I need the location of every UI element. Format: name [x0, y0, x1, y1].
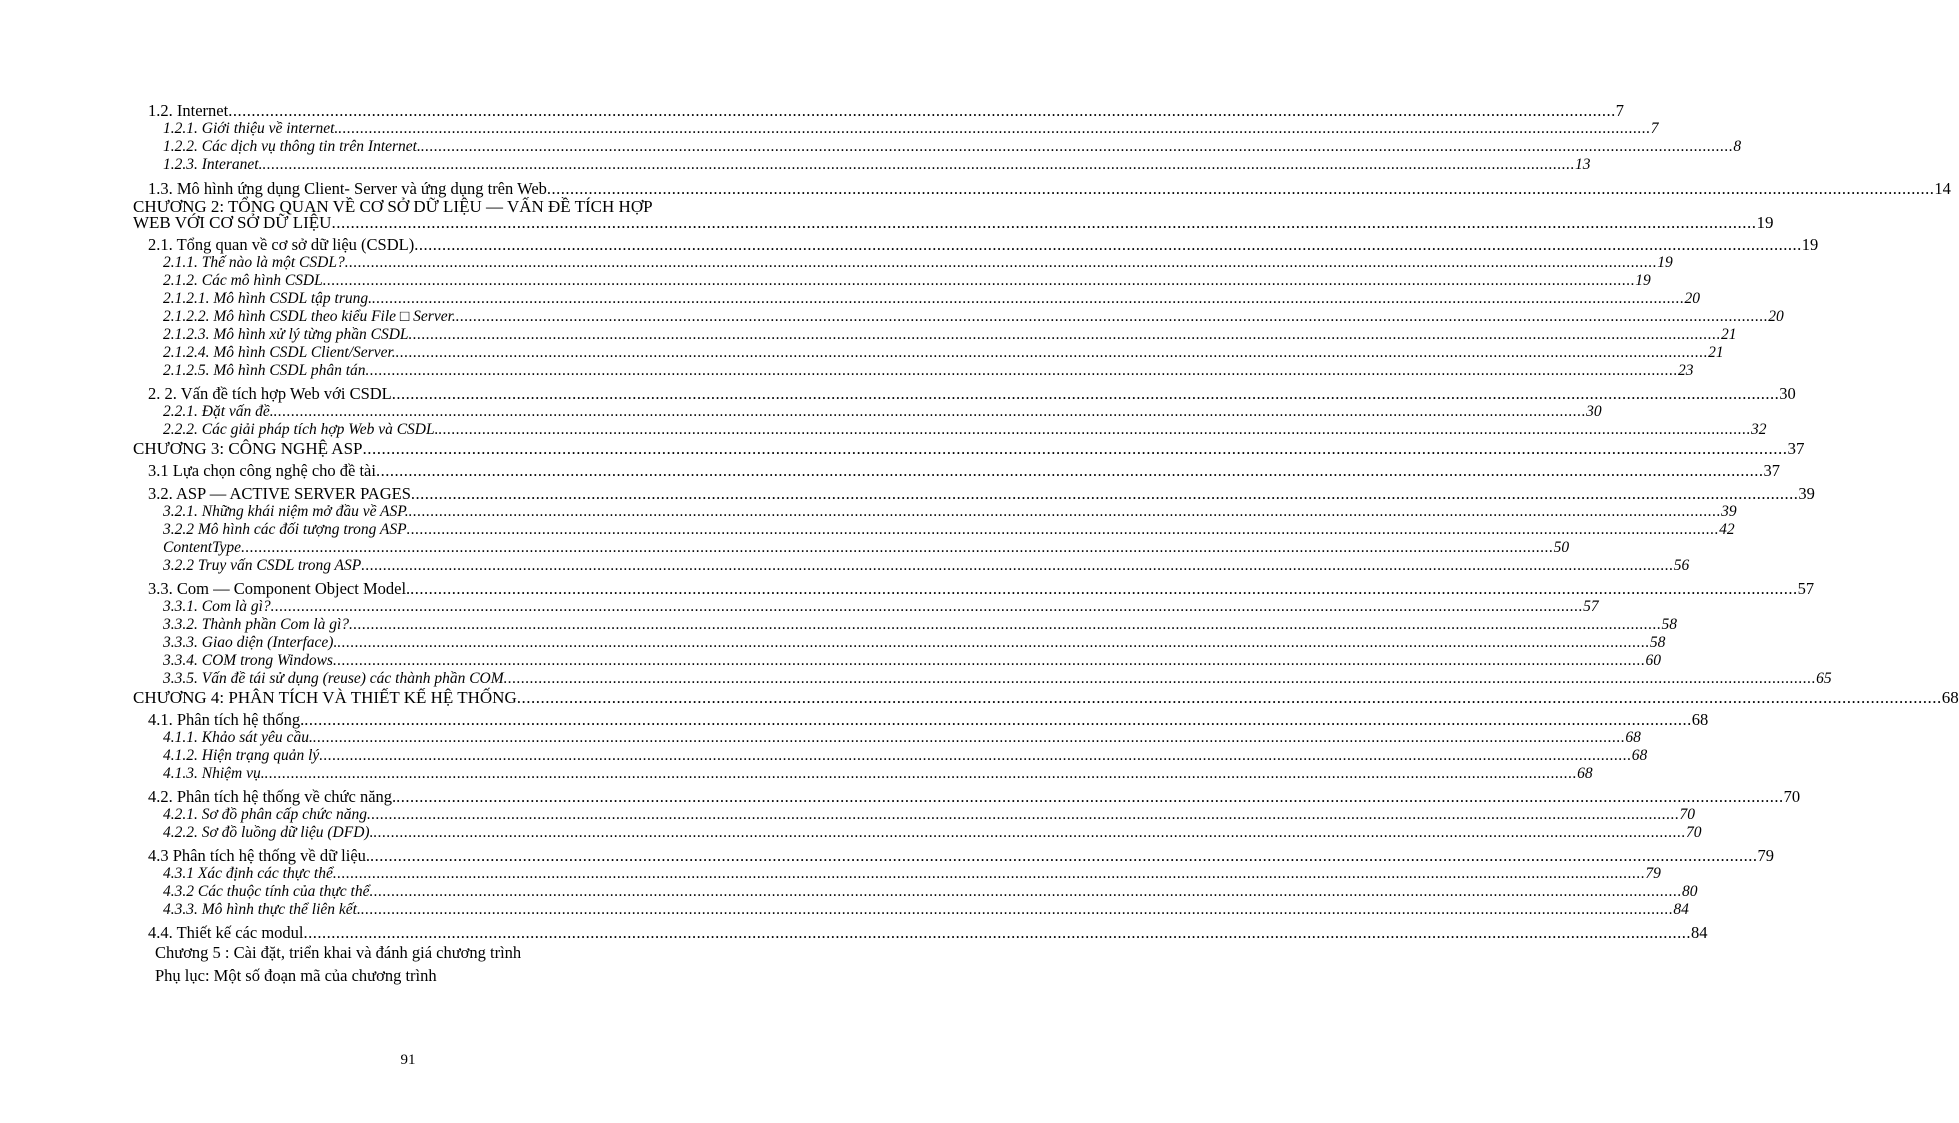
toc-entry-page: 50	[1553, 539, 1570, 556]
toc-leader-dots: ............................................................................................................................................................................................................................................................................................................	[303, 923, 1691, 942]
toc-entry-title: 3.2.2 Mô hình các đối tượng trong ASP	[163, 521, 407, 538]
toc-leader-dots: ............................................................................................................................................................................................................................................................................................................	[410, 484, 1799, 503]
toc-leader-dots: ............................................................................................................................................................................................................................................................................................................	[264, 765, 1578, 782]
toc-entry	[163, 652, 1661, 669]
toc-entry-title: 1.2.3. Interanet.	[163, 156, 263, 173]
toc-entry-title: 2.1.2.5. Mô hình CSDL phân tán	[163, 362, 366, 379]
toc-entry-title: 4.2.1. Sơ đồ phân cấp chức năng	[163, 806, 367, 823]
toc-entry	[163, 865, 1661, 882]
toc-entry	[163, 421, 1767, 438]
toc-leader-dots: ............................................................................................................................................................................................................................................................................................................	[349, 616, 1662, 633]
toc-leader-dots: ............................................................................................................................................................................................................................................................................................................	[370, 846, 1758, 865]
toc-entry-title: 4.1.3. Nhiệm vụ.	[163, 765, 265, 782]
toc-leader-dots: ............................................................................................................................................................................................................................................................................................................	[408, 326, 1722, 343]
toc-entry-page: 32	[1751, 421, 1767, 438]
toc-entry-title: 1.2.1. Giới thiệu về internet.	[163, 120, 339, 137]
toc-entry	[148, 579, 1815, 598]
toc-leader-dots: ............................................................................................................................................................................................................................................................................................................	[395, 344, 1709, 361]
toc-entry-page: 57	[1797, 579, 1815, 598]
toc-entry-title: 4.3.2 Các thuộc tính của thực thể	[163, 883, 370, 900]
toc-entry-title: 4.3 Phân tích hệ thống về dữ liệu.	[148, 846, 371, 865]
toc-entry	[163, 747, 1648, 764]
toc-entry-page: 58	[1661, 616, 1678, 633]
toc-entry-page: 21	[1721, 326, 1737, 343]
toc-entry	[133, 213, 1774, 232]
toc-entry	[163, 138, 1742, 155]
toc-leader-dots: ............................................................................................................................................................................................................................................................................................................	[319, 747, 1632, 764]
toc-leader-dots: ............................................................................................................................................................................................................................................................................................................	[312, 729, 1626, 746]
toc-entry-page: 37	[1787, 439, 1805, 458]
toc-entry-page: 30	[1586, 403, 1602, 420]
toc-entry-page: 68	[1577, 765, 1593, 782]
toc-entry-page: 23	[1678, 362, 1694, 379]
toc-leader-dots: ............................................................................................................................................................................................................................................................................................................	[516, 688, 1942, 707]
toc-entry-title: 3.2. ASP — ACTIVE SERVER PAGES	[148, 484, 411, 503]
toc-entry-title: 1.2.2. Các dịch vụ thông tin trên Internet.	[163, 138, 421, 155]
toc-entry	[163, 765, 1593, 782]
toc-entry-page: 19	[1635, 272, 1651, 289]
toc-entry-title: 3.3.5. Vấn đề tái sử dụng (reuse) các thành phần COM	[163, 670, 504, 687]
toc-entry	[163, 254, 1673, 271]
toc-entry	[148, 179, 1951, 198]
toc-entry-page: 30	[1779, 384, 1796, 403]
toc-leader-dots: ............................................................................................................................................................................................................................................................................................................	[420, 138, 1734, 155]
toc-entry-page: 79	[1645, 865, 1661, 882]
toc-entry-page: 20	[1768, 308, 1784, 325]
toc-leader-dots: ............................................................................................................................................................................................................................................................................................................	[337, 634, 1650, 651]
toc-entry-page: 80	[1681, 883, 1698, 900]
toc-entry-title: 3.3.4. COM trong Windows	[163, 652, 333, 669]
toc-leader-dots: ............................................................................................................................................................................................................................................................................................................	[270, 598, 1584, 615]
toc-entry	[163, 344, 1724, 361]
toc-entry-title: CHƯƠNG 3: CÔNG NGHỆ ASP	[133, 439, 363, 458]
toc-entry-title: 3.3.1. Com là gì?	[163, 598, 271, 615]
toc-leader-dots: ............................................................................................................................................................................................................................................................................................................	[344, 254, 1658, 271]
toc-entry-title: 4.1.1. Khảo sát yêu cầu.	[163, 729, 313, 746]
toc-entry	[163, 883, 1698, 900]
toc-entry-title: 4.3.3. Mô hình thực thể liên kết.	[163, 901, 361, 918]
toc-entry-page: 14	[1934, 179, 1951, 198]
toc-entry-title: 2.1.2.2. Mô hình CSDL theo kiểu File □ Server.	[163, 308, 456, 325]
toc-entry-title: 3.2.1. Những khái niệm mở đầu về ASP.	[163, 503, 409, 520]
toc-entry-title: CHƯƠNG 4: PHÂN TÍCH VÀ THIẾT KẾ HỆ THỐNG	[133, 688, 517, 707]
toc-entry	[163, 901, 1689, 918]
toc-entry-title: 2.2.2. Các giải pháp tích hợp Web và CSDL.	[163, 421, 439, 438]
toc-entry	[163, 156, 1591, 173]
toc-entry	[133, 688, 1959, 707]
toc-entry-title: 3.3.3. Giao diện (Interface).	[163, 634, 338, 651]
toc-entry-page: 70	[1685, 824, 1702, 841]
toc-entry-title: 2.1.1. Thế nào là một CSDL?	[163, 254, 345, 271]
toc-extra-line: Phụ lục: Một số đoạn mã của chương trình	[155, 966, 437, 985]
toc-entry-page: 58	[1649, 634, 1666, 651]
toc-leader-dots: ............................................................................................................................................................................................................................................................................................................	[396, 787, 1784, 806]
toc-entry-page: 13	[1574, 156, 1591, 173]
toc-entry-title: 2.1.2.4. Mô hình CSDL Client/Server.	[163, 344, 396, 361]
toc-leader-dots: ............................................................................................................................................................................................................................................................................................................	[331, 213, 1757, 232]
toc-leader-dots: ............................................................................................................................................................................................................................................................................................................	[410, 579, 1798, 598]
toc-leader-dots: ............................................................................................................................................................................................................................................................................................................	[438, 421, 1751, 438]
toc-entry-title: 2.1.2. Các mô hình CSDL	[163, 272, 323, 289]
toc-leader-dots: ............................................................................................................................................................................................................................................................................................................	[375, 461, 1764, 480]
toc-entry-title: 3.3. Com — Component Object Model.	[148, 579, 411, 598]
toc-entry-title: 4.2.2. Sơ đồ luồng dữ liệu (DFD).	[163, 824, 374, 841]
toc-entry-page: 37	[1763, 461, 1780, 480]
toc-entry	[163, 403, 1602, 420]
toc-entry-page: 42	[1719, 521, 1735, 538]
toc-entry-page: 19	[1801, 235, 1819, 254]
toc-entry-title: 3.2.2 Truy vấn CSDL trong ASP	[163, 557, 362, 574]
toc-entry	[133, 439, 1805, 458]
toc-entry	[163, 806, 1695, 823]
toc-entry-page: 70	[1679, 806, 1695, 823]
toc-entry-title: WEB VỚI CƠ SỞ DỮ LIỆU	[133, 213, 332, 232]
toc-leader-dots: ............................................................................................................................................................................................................................................................................................................	[322, 272, 1636, 289]
toc-entry-title: 2.2.1. Đặt vấn đề.	[163, 403, 274, 420]
toc-leader-dots: ............................................................................................................................................................................................................................................................................................................	[391, 384, 1780, 403]
toc-leader-dots: ............................................................................................................................................................................................................................................................................................................	[241, 539, 1554, 556]
toc-entry-page: 68	[1631, 747, 1648, 764]
toc-leader-dots: ............................................................................................................................................................................................................................................................................................................	[362, 439, 1788, 458]
toc-entry-title: 4.1.2. Hiện trạng quản lý	[163, 747, 320, 764]
toc-entry-title: CHƯƠNG 2: TỔNG QUAN VỀ CƠ SỞ DỮ LIỆU — VẤN ĐỀ TÍCH HỢP	[133, 197, 653, 216]
toc-leader-dots: ............................................................................................................................................................................................................................................................................................................	[228, 101, 1616, 120]
toc-leader-dots: ............................................................................................................................................................................................................................................................................................................	[373, 824, 1686, 841]
toc-leader-dots: ............................................................................................................................................................................................................................................................................................................	[546, 179, 1935, 198]
toc-leader-dots: ............................................................................................................................................................................................................................................................................................................	[414, 235, 1802, 254]
toc-entry-title: 3.3.2. Thành phần Com là gì?	[163, 616, 350, 633]
toc-leader-dots: ............................................................................................................................................................................................................................................................................................................	[304, 710, 1692, 729]
toc-entry	[163, 290, 1700, 307]
toc-leader-dots: ............................................................................................................................................................................................................................................................................................................	[360, 901, 1674, 918]
toc-entry	[163, 616, 1678, 633]
toc-leader-dots: ............................................................................................................................................................................................................................................................................................................	[367, 806, 1680, 823]
page-number: 91	[400, 1052, 416, 1068]
toc-leader-dots: ............................................................................................................................................................................................................................................................................................................	[503, 670, 1817, 687]
toc-entry-page: 60	[1645, 652, 1661, 669]
toc-entry-page: 7	[1650, 120, 1659, 137]
toc-entry	[163, 729, 1641, 746]
toc-entry	[163, 326, 1737, 343]
toc-leader-dots: ............................................................................................................................................................................................................................................................................................................	[273, 403, 1587, 420]
toc-entry	[148, 710, 1709, 729]
toc-entry-page: 39	[1721, 503, 1737, 520]
toc-entry	[148, 461, 1780, 480]
toc-entry	[163, 308, 1784, 325]
toc-entry-page: 84	[1691, 923, 1708, 942]
toc-entry	[148, 235, 1819, 254]
toc-entry-title: 3.1 Lựa chọn công nghệ cho đề tài	[148, 461, 376, 480]
toc-entry	[163, 362, 1694, 379]
toc-entry-page: 68	[1625, 729, 1641, 746]
toc-entry-page: 84	[1673, 901, 1689, 918]
toc-entry	[148, 484, 1815, 503]
toc-entry-page: 19	[1756, 213, 1774, 232]
toc-leader-dots: ............................................................................................................................................................................................................................................................................................................	[332, 652, 1646, 669]
toc-entry-title: 4.4. Thiết kế các modul	[148, 923, 304, 942]
toc-leader-dots: ............................................................................................................................................................................................................................................................................................................	[262, 156, 1575, 173]
toc-entry-page: 70	[1783, 787, 1801, 806]
toc-entry	[148, 923, 1708, 942]
toc-entry	[148, 846, 1775, 865]
toc-entry-title: 2.1. Tổng quan về cơ sở dữ liệu (CSDL)	[148, 235, 415, 254]
toc-entry-page: 21	[1708, 344, 1724, 361]
toc-entry	[163, 521, 1735, 538]
toc-entry-title: 2.1.2.1. Mô hình CSDL tập trung.	[163, 290, 372, 307]
toc-entry-page: 19	[1657, 254, 1673, 271]
toc-entry-page: 68	[1941, 688, 1959, 707]
toc-entry	[163, 539, 1570, 556]
toc-entry	[163, 824, 1702, 841]
toc-entry	[163, 670, 1832, 687]
toc-entry	[163, 598, 1599, 615]
toc-leader-dots: ............................................................................................................................................................................................................................................................................................................	[369, 883, 1682, 900]
toc-entry-page: 79	[1757, 846, 1775, 865]
toc-entry	[163, 634, 1666, 651]
toc-entry-page: 8	[1733, 138, 1742, 155]
toc-leader-dots: ............................................................................................................................................................................................................................................................................................................	[338, 120, 1651, 137]
toc-entry-title: 2.1.2.3. Mô hình xử lý từng phần CSDL	[163, 326, 409, 343]
toc-entry-page: 7	[1615, 101, 1624, 120]
toc-entry-title: 2. 2. Vấn đề tích hợp Web với CSDL	[148, 384, 392, 403]
toc-leader-dots: ............................................................................................................................................................................................................................................................................................................	[372, 290, 1685, 307]
toc-entry	[148, 787, 1801, 806]
toc-leader-dots: ............................................................................................................................................................................................................................................................................................................	[408, 503, 1722, 520]
toc-leader-dots: ............................................................................................................................................................................................................................................................................................................	[365, 362, 1679, 379]
toc-entry-title: 4.2. Phân tích hệ thống về chức năng.	[148, 787, 397, 806]
toc-entry	[163, 503, 1737, 520]
toc-entry-title: 1.2. Internet	[148, 101, 229, 120]
toc-entry	[163, 557, 1690, 574]
toc-entry-page: 39	[1798, 484, 1815, 503]
toc-entry	[163, 272, 1651, 289]
toc-entry	[148, 384, 1796, 403]
toc-entry-title: 4.3.1 Xác định các thực thể	[163, 865, 333, 882]
toc-extra-line: Chương 5 : Cài đặt, triển khai và đánh giá chương trình	[155, 943, 522, 962]
toc-entry-page: 20	[1684, 290, 1700, 307]
toc-leader-dots: ............................................................................................................................................................................................................................................................................................................	[455, 308, 1769, 325]
toc-entry	[163, 120, 1659, 137]
toc-entry-page: 68	[1691, 710, 1709, 729]
toc-leader-dots: ............................................................................................................................................................................................................................................................................................................	[332, 865, 1646, 882]
toc-entry-page: 56	[1673, 557, 1690, 574]
toc-entry-page: 57	[1583, 598, 1599, 615]
toc-entry-title: ContentType	[163, 539, 242, 556]
toc-entry-page: 65	[1816, 670, 1832, 687]
toc-entry	[148, 101, 1624, 120]
toc-entry-title: 1.3. Mô hình ứng dụng Client- Server và ứng dụng trên Web	[148, 179, 547, 198]
toc-leader-dots: ............................................................................................................................................................................................................................................................................................................	[406, 521, 1720, 538]
toc-entry-title: 4.1. Phân tích hệ thống.	[148, 710, 305, 729]
toc-leader-dots: ............................................................................................................................................................................................................................................................................................................	[361, 557, 1674, 574]
